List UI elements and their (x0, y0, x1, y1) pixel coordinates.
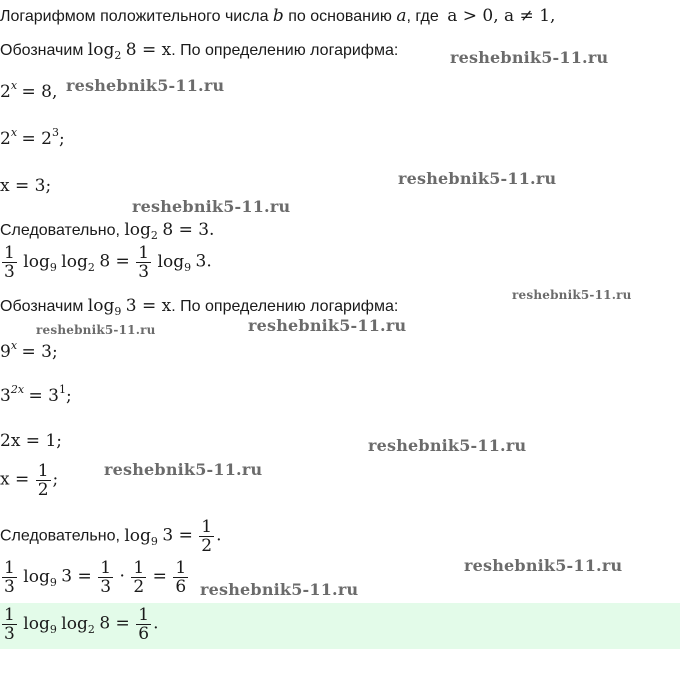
watermark: reshebnik5-11.ru (36, 323, 156, 337)
equation-5: $3^{2x} = 3^1$; (0, 383, 72, 406)
equation-6: 2x = 1; (0, 431, 62, 451)
expression-1: $\frac{1}{3}$ $\log_9 \log_2 8$ = $\frac{1}{3}$ $\log_9 3$. (4, 243, 212, 282)
conclusion-1: Следовательно, $\log_2 8 = 3$. (0, 220, 215, 242)
watermark: reshebnik5-11.ru (104, 460, 263, 479)
answer-expression: $\frac{1}{3}$ $\log_9 \log_2 8$ = $\frac{1}{6}$ . (4, 605, 159, 644)
watermark: reshebnik5-11.ru (512, 288, 632, 302)
step1-line (0, 40, 398, 60)
equation-3: x = 3; (0, 176, 52, 196)
step2-line: Обозначим $\log_9 3 = x$. По определению логарифма: (0, 296, 399, 318)
watermark: reshebnik5-11.ru (450, 48, 609, 67)
step1-tail: . По определению логарифма: (171, 42, 399, 59)
fraction: $\frac{1}{3}$ (4, 605, 15, 644)
watermark: reshebnik5-11.ru (248, 316, 407, 335)
watermark: reshebnik5-11.ru (398, 169, 557, 188)
intro-condition: a > 0, a ≠ 1, (447, 6, 556, 26)
equation-1: 2$^x$ = 8, (0, 79, 58, 102)
fraction: $\frac{1}{2}$ (37, 461, 49, 500)
watermark: reshebnik5-11.ru (464, 556, 623, 575)
intro-text-mid: по основанию (288, 8, 392, 25)
expression-2: $\frac{1}{3}$ $\log_9 3$ = $\frac{1}{3}$ · $\frac{1}{2}$ = $\frac{1}{6}$ (4, 558, 187, 597)
step1-label: Обозначим (0, 42, 84, 59)
equation-7: x = $\frac{1}{2}$ ; (0, 461, 59, 500)
fraction: $\frac{1}{6}$ (175, 558, 187, 597)
fraction: $\frac{1}{3}$ (4, 558, 15, 597)
equation-4: 9$^x$ = 3; (0, 339, 58, 362)
equation-2: $2^x = 2^3$; (0, 126, 65, 149)
conclusion-2: Следовательно, $\log_9 3$ = $\frac{1}{2}$ . (0, 517, 222, 556)
fraction: $\frac{1}{3}$ (100, 558, 112, 597)
fraction: $\frac{1}{3}$ (4, 243, 15, 282)
intro-text: Логарифмом положительного числа (0, 8, 269, 25)
watermark: reshebnik5-11.ru (368, 436, 527, 455)
watermark: reshebnik5-11.ru (66, 76, 225, 95)
step1-expr: 8 = x (125, 40, 172, 60)
intro-where: , где (406, 8, 439, 25)
step1-log: $\log_2$ (87, 40, 122, 62)
watermark: reshebnik5-11.ru (200, 580, 359, 599)
fraction: $\frac{1}{2}$ (201, 517, 213, 556)
watermark: reshebnik5-11.ru (132, 197, 291, 216)
var-b: b (272, 6, 284, 26)
fraction: $\frac{1}{2}$ (133, 558, 145, 597)
fraction: $\frac{1}{6}$ (138, 605, 150, 644)
fraction: $\frac{1}{3}$ (138, 243, 150, 282)
var-a: a (396, 6, 407, 26)
intro-line (0, 6, 555, 26)
